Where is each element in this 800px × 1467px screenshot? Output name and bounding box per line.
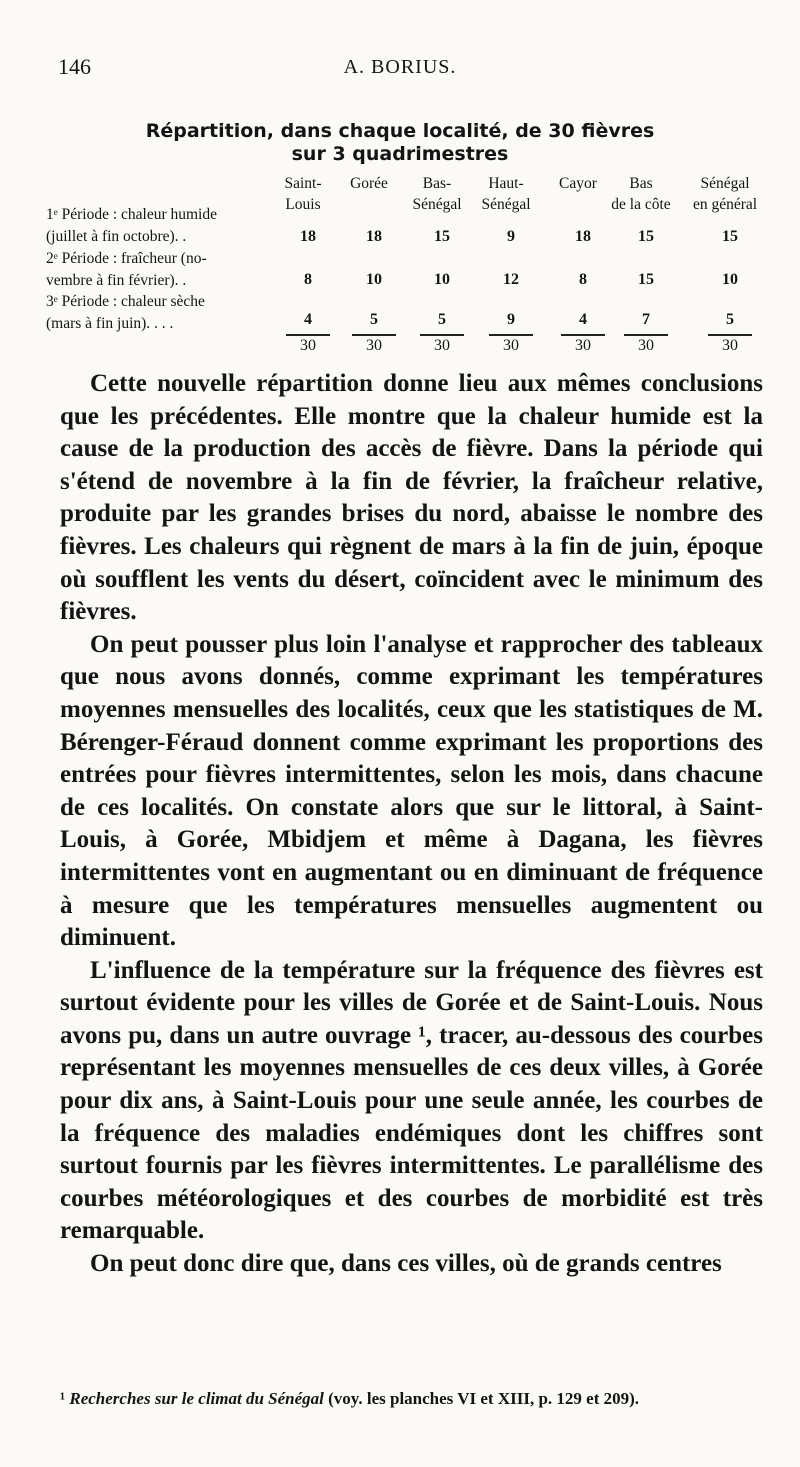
table-cell: 5 xyxy=(726,311,734,328)
table-cell: 8 xyxy=(579,271,587,288)
table-cell: 18 xyxy=(575,228,591,245)
table-cell: 4 xyxy=(579,311,587,328)
table-title: Répartition, dans chaque localité, de 30 fièvres xyxy=(145,120,655,142)
running-title: A. BORIUS. xyxy=(343,56,457,78)
table-total: 30 xyxy=(722,337,738,354)
footnote-text: (voy. les planches VI et XIII, p. 129 et 209). xyxy=(328,1389,640,1408)
table-total: 30 xyxy=(503,337,519,354)
total-rule xyxy=(489,334,533,336)
table-cell: 9 xyxy=(507,228,515,245)
total-rule xyxy=(561,334,605,336)
total-rule xyxy=(708,334,752,336)
table-cell: 5 xyxy=(438,311,446,328)
column-header: Cayor xyxy=(559,175,597,192)
table-total: 30 xyxy=(575,337,591,354)
table-cell: 15 xyxy=(638,228,654,245)
table-cell: 15 xyxy=(722,228,738,245)
table-cell: 8 xyxy=(304,271,312,288)
table-column-headers xyxy=(270,173,770,217)
column-header: Bas de la côte xyxy=(611,175,671,213)
row-label: 2ᵉ Période : fraîcheur (no- vembre à fin février). . xyxy=(46,250,207,289)
table-subtitle: sur 3 quadrimestres xyxy=(291,143,509,165)
column-header: Sénégal en général xyxy=(692,175,758,213)
column-header: Haut- Sénégal xyxy=(481,175,531,213)
paragraph: On peut pousser plus loin l'analyse et rapprocher des tableaux que nous avons donnés, comme exprimant les températures moyennes mensuelles des localités, ceux que les statistiques de M. Bérenger-Féraud donnent comme exprimant les proportions des entrées pour fièvres intermittentes, selon les mois, dans chacune de ces localités. On constate alors que sur le littoral, à Saint-Louis, à Gorée, Mbidjem et même à Dagana, les fièvres intermittentes vont en augmentant ou en diminuant de fréquence à mesure que les températures mensuelles augmentent ou diminuent. xyxy=(60,630,763,952)
table-cell: 15 xyxy=(434,228,450,245)
table-total: 30 xyxy=(366,337,382,354)
total-rule xyxy=(352,334,396,336)
table-cell: 4 xyxy=(304,311,312,328)
total-rule xyxy=(420,334,464,336)
table-total: 30 xyxy=(300,337,316,354)
paragraph: On peut donc dire que, dans ces villes, où de grands centres xyxy=(90,1250,722,1278)
column-header: Bas- Sénégal xyxy=(412,175,462,213)
running-head xyxy=(0,50,800,90)
column-header: Gorée xyxy=(350,175,388,192)
table-cell: 12 xyxy=(503,271,519,288)
table-cell: 18 xyxy=(366,228,382,245)
footnote-marker: ¹ xyxy=(60,1389,66,1408)
row-label: 1ᵉ Période : chaleur humide (juillet à fin octobre). . xyxy=(46,206,217,245)
footnote xyxy=(60,1386,763,1411)
table-cell: 10 xyxy=(722,271,738,288)
column-header: Saint- Louis xyxy=(284,175,322,213)
table-cell: 9 xyxy=(507,311,515,328)
table-total: 30 xyxy=(638,337,654,354)
table-cell: 5 xyxy=(370,311,378,328)
paragraph: L'influence de la température sur la fréquence des fièvres est surtout évidente pour les villes de Gorée et de Saint-Louis. Nous avons pu, dans un autre ouvrage ¹, tracer, au-dessous des courbes représentant les moyennes mensuelles de ces deux villes, à Gorée pour dix ans, à Saint-Louis pour une seule année, les courbes de la fréquence des maladies endémiques dont les chiffres sont surtout fournis par les fièvres intermittentes. Le parallélisme des courbes météorologiques et des courbes de morbidité est très remarquable. xyxy=(60,956,763,1245)
total-rule xyxy=(624,334,668,336)
table-cell: 18 xyxy=(300,228,316,245)
body-text xyxy=(60,368,763,1281)
footnote-title: Recherches sur le climat du Sénégal xyxy=(69,1389,324,1408)
paragraph: Cette nouvelle répartition donne lieu aux mêmes conclusions que les précédentes. Elle montre que la chaleur humide est la cause de la production des accès de fièvre. Dans la période qui s'étend de novembre à la fin de février, la fraîcheur relative, produite par les grandes brises du nord, abaisse le nombre des fièvres. Les chaleurs qui règnent de mars à la fin de juin, époque où soufflent les vents du désert, coïncident avec le minimum des fièvres. xyxy=(60,370,763,626)
table-cell: 7 xyxy=(642,311,650,328)
table-cell: 10 xyxy=(366,271,382,288)
table-total: 30 xyxy=(434,337,450,354)
table-cell: 15 xyxy=(638,271,654,288)
page-number: 146 xyxy=(58,54,91,79)
table-cell: 10 xyxy=(434,271,450,288)
row-label: 3ᵉ Période : chaleur sèche (mars à fin juin). . . . xyxy=(46,293,205,332)
total-rule xyxy=(286,334,330,336)
